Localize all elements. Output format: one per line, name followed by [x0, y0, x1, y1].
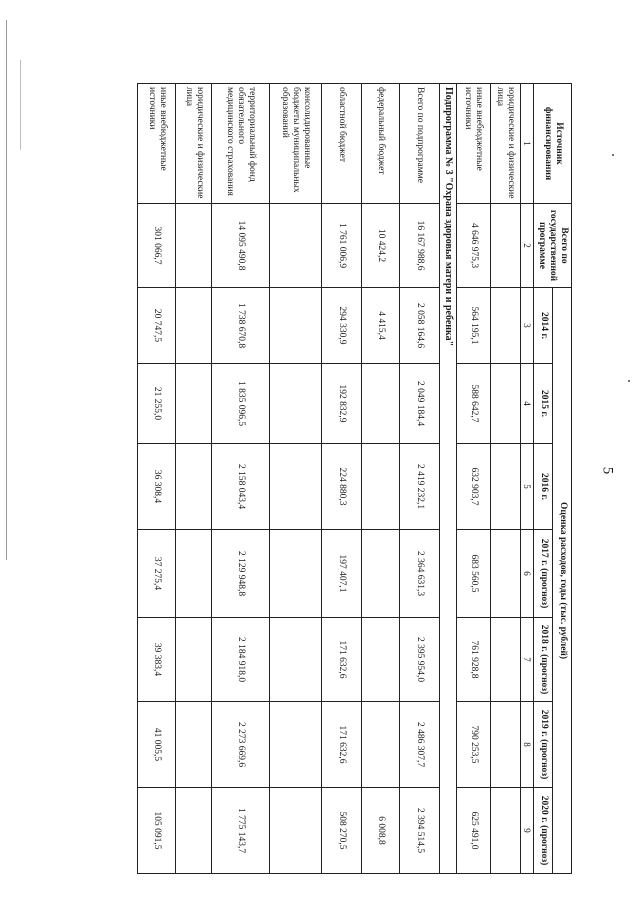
row-value-cell: 2 184 918,0	[212, 618, 270, 702]
row-value-cell: 105 091,5	[138, 788, 176, 874]
table-row	[400, 84, 440, 874]
scan-speck	[612, 154, 614, 156]
row-value-cell	[362, 444, 400, 530]
row-value-cell: 1 775 143,7	[212, 788, 270, 874]
row-value-cell: 37 275,4	[138, 530, 176, 618]
row-value-cell: 301 066,7	[138, 204, 176, 288]
table-row	[138, 84, 176, 874]
row-value-cell: 294 330,9	[322, 288, 362, 364]
row-value-cell: 2 129 948,8	[212, 530, 270, 618]
row-value-cell: 2 486 307,7	[400, 702, 440, 788]
row-source-label: иные внебюджетные источники	[138, 84, 176, 204]
row-value-cell: 197 407,1	[322, 530, 362, 618]
column-number: 5	[520, 444, 533, 530]
table-row	[270, 84, 322, 874]
row-value-cell	[270, 530, 322, 618]
row-value-cell: 36 308,4	[138, 444, 176, 530]
row-value-cell: 2 273 669,6	[212, 702, 270, 788]
scan-edge-line-short	[20, 60, 21, 150]
row-value-cell	[176, 288, 212, 364]
column-number: 6	[520, 530, 533, 618]
row-value-cell: 41 005,5	[138, 702, 176, 788]
row-value-cell: 2 058 164,6	[400, 288, 440, 364]
funding-table	[137, 83, 572, 874]
row-source-label: юридические и физические лица	[490, 84, 520, 204]
row-value-cell	[490, 364, 520, 444]
column-number: 1	[520, 84, 533, 204]
row-value-cell	[176, 444, 212, 530]
row-value-cell	[362, 618, 400, 702]
column-number: 7	[520, 618, 533, 702]
rotated-table-container	[98, 83, 572, 873]
scan-speck	[628, 380, 630, 382]
table-row	[362, 84, 400, 874]
table-row	[212, 84, 270, 874]
header-year: 2015 г.	[534, 364, 553, 444]
scan-edge-line	[6, 20, 7, 560]
row-value-cell: 2 364 631,3	[400, 530, 440, 618]
column-number: 3	[520, 288, 533, 364]
row-value-cell: 2 049 184,4	[400, 364, 440, 444]
header-source: Источник финансирования	[534, 84, 572, 204]
table-row	[490, 84, 520, 874]
row-source-label: областной бюджет	[322, 84, 362, 204]
header-year: 2018 г. (прогноз)	[534, 618, 553, 702]
row-value-cell	[362, 530, 400, 618]
row-value-cell: 564 195,1	[456, 288, 490, 364]
row-value-cell	[270, 702, 322, 788]
row-value-cell	[176, 364, 212, 444]
row-value-cell: 1 738 670,8	[212, 288, 270, 364]
row-source-label: иные внебюджетные источники	[456, 84, 490, 204]
column-number: 9	[520, 788, 533, 874]
row-value-cell: 2 394 514,5	[400, 788, 440, 874]
row-value-cell	[270, 288, 322, 364]
row-value-cell: 224 880,3	[322, 444, 362, 530]
row-source-label: территориальный фонд обязательного медицинского страхования	[212, 84, 270, 204]
row-value-cell: 20 747,5	[138, 288, 176, 364]
row-value-cell	[490, 530, 520, 618]
row-value-cell	[176, 702, 212, 788]
row-value-cell: 2 419 232,1	[400, 444, 440, 530]
row-value-cell	[490, 788, 520, 874]
row-value-cell: 632 903,7	[456, 444, 490, 530]
row-source-label: юридические и физические лица	[176, 84, 212, 204]
row-value-cell: 6 008,8	[362, 788, 400, 874]
table-row	[176, 84, 212, 874]
table-row	[456, 84, 490, 874]
row-value-cell: 4 415,4	[362, 288, 400, 364]
row-value-cell: 16 167 988,6	[400, 204, 440, 288]
column-numbers-row	[520, 84, 533, 874]
subprogram-rows	[138, 84, 440, 874]
row-value-cell: 39 383,4	[138, 618, 176, 702]
row-value-cell: 21 255,0	[138, 364, 176, 444]
row-value-cell	[362, 364, 400, 444]
row-value-cell	[490, 618, 520, 702]
header-year: 2016 г.	[534, 444, 553, 530]
header-year: 2019 г. (прогноз)	[534, 702, 553, 788]
column-number: 4	[520, 364, 533, 444]
header-total: Всего по государственной программе	[534, 204, 572, 288]
row-value-cell: 1 761 006,9	[322, 204, 362, 288]
row-source-label: консолидированные бюджеты муниципальных образований	[270, 84, 322, 204]
row-source-label: Всего по подпрограмме	[400, 84, 440, 204]
row-value-cell: 4 646 975,3	[456, 204, 490, 288]
header-year: 2020 г. (прогноз)	[534, 788, 553, 874]
row-value-cell: 14 095 490,8	[212, 204, 270, 288]
row-value-cell	[176, 530, 212, 618]
row-value-cell: 625 491,0	[456, 788, 490, 874]
subprogram-title-section	[440, 84, 457, 874]
row-value-cell: 683 560,5	[456, 530, 490, 618]
row-value-cell: 761 928,8	[456, 618, 490, 702]
subprogram-title: Подпрограмма № 3 "Охрана здоровья матери и ребенка"	[440, 84, 457, 874]
row-value-cell: 192 832,9	[322, 364, 362, 444]
row-value-cell	[176, 788, 212, 874]
row-value-cell: 2 395 954,0	[400, 618, 440, 702]
row-value-cell: 2 158 043,4	[212, 444, 270, 530]
row-value-cell	[176, 204, 212, 288]
table-row	[322, 84, 362, 874]
row-value-cell	[270, 364, 322, 444]
row-value-cell	[490, 204, 520, 288]
page-number: 5	[598, 466, 615, 475]
row-value-cell	[490, 288, 520, 364]
header-year: 2014 г.	[534, 288, 553, 364]
row-value-cell: 1 835 096,5	[212, 364, 270, 444]
row-value-cell	[270, 618, 322, 702]
row-value-cell: 10 424,2	[362, 204, 400, 288]
row-value-cell: 588 642,7	[456, 364, 490, 444]
row-value-cell	[490, 444, 520, 530]
column-number: 8	[520, 702, 533, 788]
header-estimates: Оценка расходов, годы (тыс. рублей)	[553, 288, 572, 874]
row-value-cell: 171 632,6	[322, 702, 362, 788]
row-value-cell: 790 253,5	[456, 702, 490, 788]
row-value-cell	[176, 618, 212, 702]
column-number: 2	[520, 204, 533, 288]
row-value-cell	[362, 702, 400, 788]
row-value-cell	[270, 444, 322, 530]
row-value-cell	[490, 702, 520, 788]
row-value-cell	[270, 788, 322, 874]
top-rows	[456, 84, 520, 874]
row-value-cell: 508 270,5	[322, 788, 362, 874]
row-value-cell	[270, 204, 322, 288]
header-year: 2017 г. (прогноз)	[534, 530, 553, 618]
row-source-label: федеральный бюджет	[362, 84, 400, 204]
row-value-cell: 171 632,6	[322, 618, 362, 702]
